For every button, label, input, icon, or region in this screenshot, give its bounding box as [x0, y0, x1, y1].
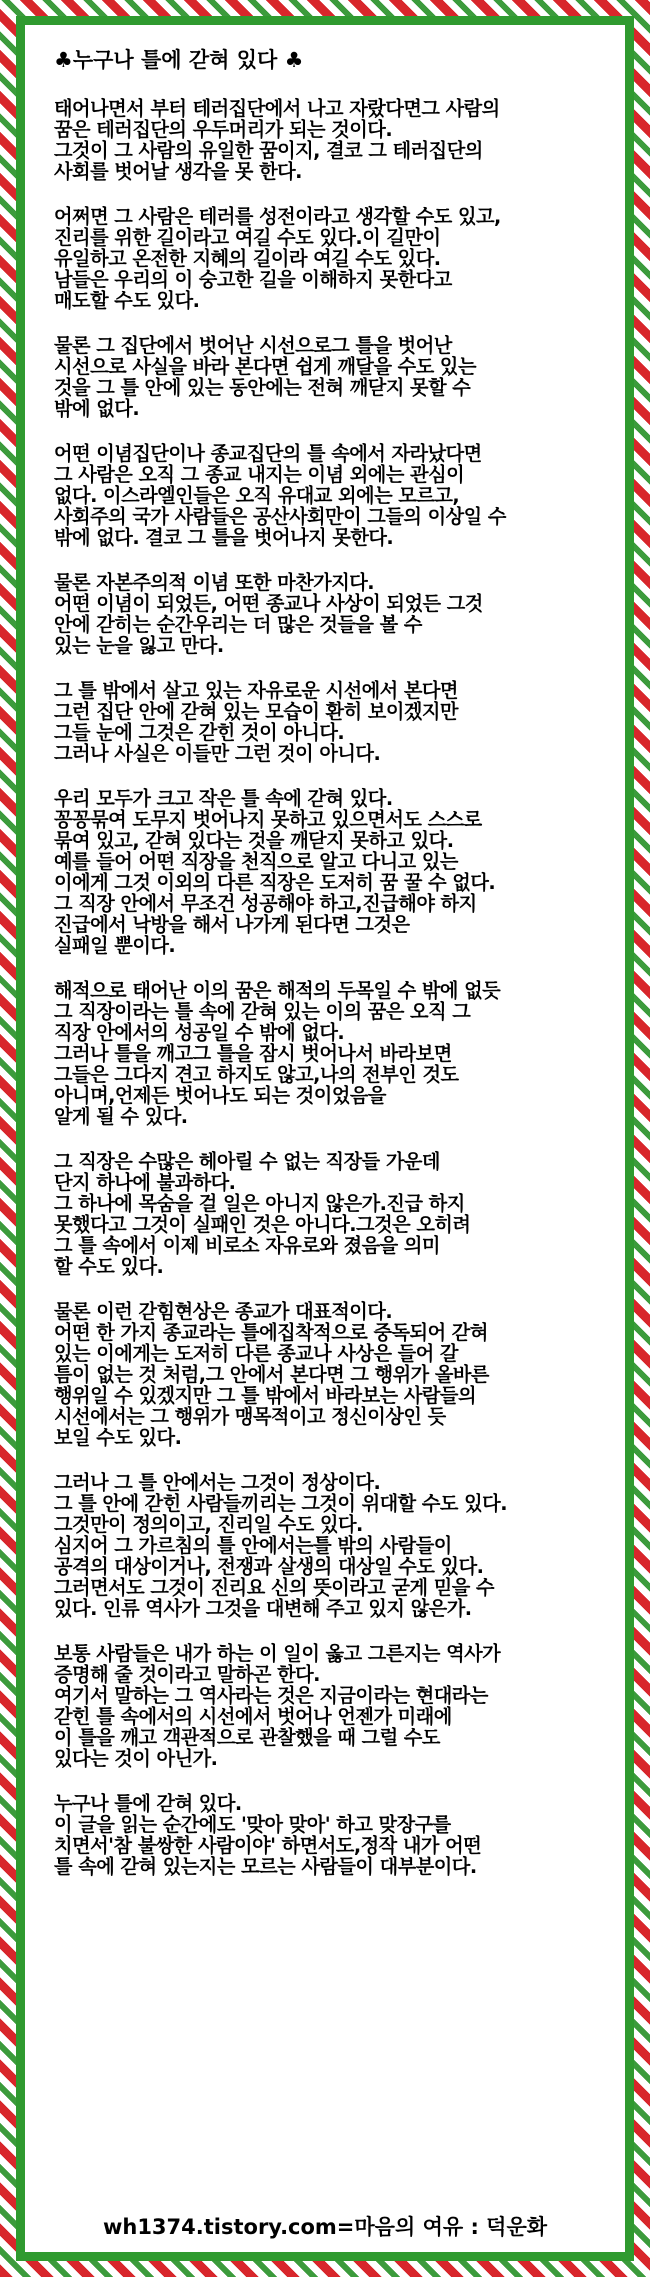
text-line: 못했다고 그것이 실패인 것은 아니다.그것은 오히려 — [54, 1213, 471, 1236]
paragraph — [54, 335, 613, 419]
text-line: 있다는 것이 아닌가. — [54, 1747, 218, 1770]
text-line: 이에게 그것 이외의 다른 직장은 도저히 꿈 꿀 수 없다. — [54, 871, 496, 894]
text-line: 물론 그 집단에서 벗어난 시선으로그 틀을 벗어난 — [54, 334, 452, 357]
text-line: 사회주의 국가 사람들은 공산사회만이 그들의 이상일 수 — [54, 505, 506, 528]
text-line: 해적으로 태어난 이의 꿈은 해적의 두목일 수 밖에 없듯 — [54, 979, 501, 1002]
text-line: 있는 눈을 잃고 만다. — [54, 634, 224, 657]
text-line: 어쩌면 그 사람은 테러를 성전이라고 생각할 수도 있고, — [54, 205, 501, 228]
text-line: 그 사람은 오직 그 종교 내지는 이념 외에는 관심이 — [54, 463, 465, 486]
text-line: 밖에 없다. — [54, 397, 140, 420]
footer-credit: wh1374.tistory.com=마음의 여유 : 덕운화 — [102, 2215, 548, 2239]
text-line: 실패일 뿐이다. — [54, 934, 176, 957]
paragraph — [54, 788, 613, 956]
text-line: 그 직장이라는 틀 속에 갇혀 있는 이의 꿈은 오직 그 — [54, 1000, 471, 1023]
text-line: 그 틀 속에서 이제 비로소 자유로와 졌음을 의미 — [54, 1234, 440, 1257]
paragraph — [54, 443, 613, 548]
text-line: 그 틀 밖에서 살고 있는 자유로운 시선에서 본다면 — [54, 679, 458, 702]
text-line: 진급에서 낙방을 해서 나가게 된다면 그것은 — [54, 913, 410, 936]
text-line: 예를 들어 어떤 직장을 천직으로 알고 다니고 있는 — [54, 850, 458, 873]
text-line: 안에 갇히는 순간우리는 더 많은 것들을 볼 수 — [54, 613, 422, 636]
text-line: 묶여 있고, 갇혀 있다는 것을 깨닫지 못하고 있다. — [54, 829, 454, 852]
paragraph — [54, 1151, 613, 1277]
paragraph — [54, 680, 613, 764]
text-line: 어떤 이념이 되었든, 어떤 종교나 사상이 되었든 그것 — [54, 592, 483, 615]
text-line: 물론 자본주의적 이념 또한 마찬가지다. — [54, 571, 375, 594]
text-line: 여기서 말하는 그 역사라는 것은 지금이라는 현대라는 — [54, 1684, 488, 1707]
text-line: 이 틀을 깨고 객관적으로 관찰했을 때 그럴 수도 — [54, 1726, 440, 1749]
paragraph — [54, 1793, 613, 1877]
text-line: 틀 속에 갇혀 있는지는 모르는 사람들이 대부분이다. — [54, 1855, 477, 1878]
text-line: 그 직장은 수많은 헤아릴 수 없는 직장들 가운데 — [54, 1150, 440, 1173]
green-border — [16, 16, 634, 2261]
paragraph — [54, 1472, 613, 1619]
text-line: 시선에서는 그 행위가 맹목적이고 정신이상인 듯 — [54, 1405, 446, 1428]
content-panel — [25, 25, 625, 2252]
text-line: 직장 안에서의 성공일 수 밖에 없다. — [54, 1021, 345, 1044]
text-line: 꽁꽁묶여 도무지 벗어나지 못하고 있으면서도 스스로 — [54, 808, 482, 831]
page-title: ♣누구나 틀에 갇혀 있다 ♣ — [54, 48, 304, 72]
text-line: 꿈은 테러집단의 우두머리가 되는 것이다. — [54, 118, 393, 141]
text-line: 그 하나에 목숨을 걸 일은 아니지 않은가.진급 하지 — [54, 1192, 465, 1215]
text-line: 유일하고 온전한 지혜의 길이라 여길 수도 있다. — [54, 247, 441, 270]
text-line: 그 직장 안에서 무조건 성공해야 하고,진급해야 하지 — [54, 892, 477, 915]
text-line: 밖에 없다. 결코 그 틀을 벗어나지 못한다. — [54, 526, 394, 549]
paragraph — [54, 980, 613, 1127]
text-line: 진리를 위한 길이라고 여길 수도 있다.이 길만이 — [54, 226, 441, 249]
text-line: 그들은 그다지 견고 하지도 않고,나의 전부인 것도 — [54, 1063, 459, 1086]
text-line: 그것이 그 사람의 유일한 꿈이지, 결코 그 테러집단의 — [54, 139, 483, 162]
text-line: 그러나 사실은 이들만 그런 것이 아니다. — [54, 742, 381, 765]
text-line: 그러나 틀을 깨고그 틀을 잠시 벗어나서 바라보면 — [54, 1042, 452, 1065]
text-line: 심지어 그 가르침의 틀 안에서는틀 밖의 사람들이 — [54, 1534, 452, 1557]
text-line: 보통 사람들은 내가 하는 이 일이 옳고 그른지는 역사가 — [54, 1642, 501, 1665]
text-line: 공격의 대상이거나, 전쟁과 살생의 대상일 수도 있다. — [54, 1555, 484, 1578]
text-line: 그러나 그 틀 안에서는 그것이 정상이다. — [54, 1471, 381, 1494]
text-line: 그것만이 정의이고, 진리일 수도 있다. — [54, 1513, 363, 1536]
text-line: 어떤 한 가지 종교라는 틀에집착적으로 중독되어 갇혀 — [54, 1321, 488, 1344]
text-line: 것을 그 틀 안에 있는 동안에는 전혀 깨닫지 못할 수 — [54, 376, 471, 399]
paragraph — [54, 98, 613, 182]
text-line: 증명해 줄 것이라고 말하곤 한다. — [54, 1663, 320, 1686]
text-line: 우리 모두가 크고 작은 틀 속에 갇혀 있다. — [54, 787, 393, 810]
text-line: 알게 될 수 있다. — [54, 1105, 188, 1128]
text-line: 보일 수도 있다. — [54, 1426, 182, 1449]
text-line: 이 글을 읽는 순간에도 '맞아 맞아' 하고 맞장구를 — [54, 1813, 451, 1836]
text-line: 물론 이런 갇힘현상은 종교가 대표적이다. — [54, 1300, 393, 1323]
paragraph — [54, 1301, 613, 1448]
text-line: 태어나면서 부터 테러집단에서 나고 자랐다면그 사람의 — [54, 97, 500, 120]
text-line: 그 틀 안에 갇힌 사람들끼리는 그것이 위대할 수도 있다. — [54, 1492, 508, 1515]
paragraph — [54, 206, 613, 311]
paragraph — [54, 572, 613, 656]
text-line: 그러면서도 그것이 진리요 신의 뜻이라고 굳게 믿을 수 — [54, 1576, 495, 1599]
text-line: 시선으로 사실을 바라 본다면 쉽게 깨달을 수도 있는 — [54, 355, 476, 378]
text-line: 그들 눈에 그것은 갇힌 것이 아니다. — [54, 721, 345, 744]
text-line: 그런 집단 안에 갇혀 있는 모습이 환히 보이겠지만 — [54, 700, 458, 723]
paragraph — [54, 1643, 613, 1769]
text-line: 매도할 수도 있다. — [54, 289, 200, 312]
text-line: 어떤 이념집단이나 종교집단의 틀 속에서 자라났다면 — [54, 442, 482, 465]
text-line: 틈이 없는 것 처럼,그 안에서 본다면 그 행위가 올바른 — [54, 1363, 489, 1386]
text-line: 치면서'참 불쌍한 사람이야' 하면서도,정작 내가 어떤 — [54, 1834, 482, 1857]
text-line: 갇힌 틀 속에서의 시선에서 벗어나 언젠가 미래에 — [54, 1705, 452, 1728]
text-line: 아니며,언제든 벗어나도 되는 것이었음을 — [54, 1084, 386, 1107]
text-line: 있는 이에게는 도저히 다른 종교나 사상은 들어 갈 — [54, 1342, 458, 1365]
text-line: 사회를 벗어날 생각을 못 한다. — [54, 160, 302, 183]
text-line: 누구나 틀에 갇혀 있다. — [54, 1792, 242, 1815]
text-line: 행위일 수 있겠지만 그 틀 밖에서 바라보는 사람들의 — [54, 1384, 476, 1407]
text-line: 없다. 이스라엘인들은 오직 유대교 외에는 모르고, — [54, 484, 460, 507]
text-line: 남들은 우리의 이 숭고한 길을 이해하지 못한다고 — [54, 268, 452, 291]
article-body — [54, 98, 613, 1877]
text-line: 단지 하나에 불과하다. — [54, 1171, 236, 1194]
text-line: 있다. 인류 역사가 그것을 대변해 주고 있지 않은가. — [54, 1597, 472, 1620]
text-line: 할 수도 있다. — [54, 1255, 164, 1278]
